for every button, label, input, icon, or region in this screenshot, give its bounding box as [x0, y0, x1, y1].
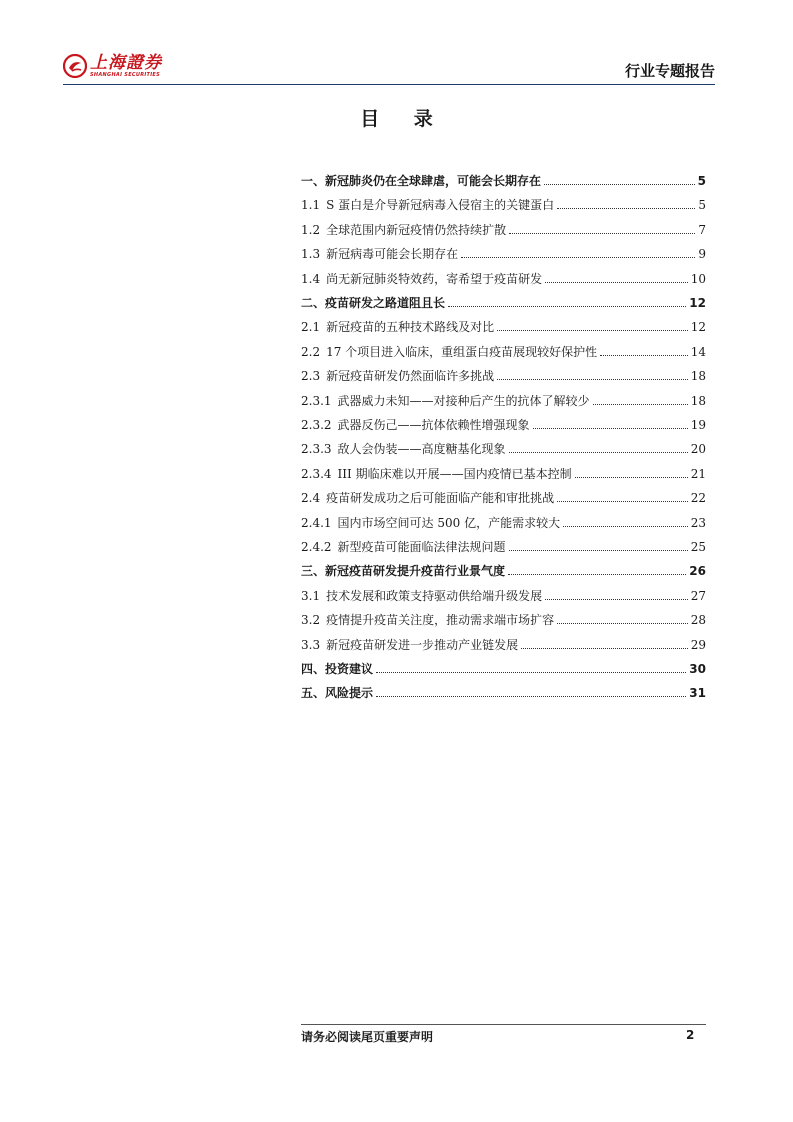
toc-entry-number: 3.3: [301, 637, 321, 652]
toc-entry-page: 18: [690, 369, 706, 384]
toc-leader-dots: [593, 404, 688, 405]
logo-emblem-icon: [63, 54, 87, 78]
toc-leader-dots: [545, 599, 688, 600]
toc-entry-page: 5: [698, 198, 706, 213]
toc-entry-title: 新冠病毒可能会长期存在: [326, 247, 459, 262]
toc-entry-number: 1.3: [301, 247, 321, 262]
toc-leader-dots: [600, 355, 688, 356]
toc-entry-page: 25: [690, 540, 706, 554]
toc-entry-title: 风险提示: [325, 686, 374, 701]
toc-entry-title: 敌人会伪装——高度糖基化现象: [337, 442, 506, 457]
company-logo: [63, 54, 162, 78]
toc-entry-number: 1.4: [301, 271, 321, 286]
toc-entry-number: 2.4: [301, 491, 321, 506]
toc-entry[interactable]: [301, 656, 706, 676]
toc-entry-number: 2.3: [301, 369, 321, 384]
toc-leader-dots: [544, 184, 695, 185]
toc-entry[interactable]: [301, 436, 706, 456]
toc-entry-page: 23: [690, 515, 706, 530]
toc-entry-number: 2.2: [301, 344, 321, 359]
toc-entry-page: 5: [697, 174, 706, 188]
toc-entry[interactable]: [301, 339, 706, 359]
toc-entry-title: 17 个项目进入临床，重组蛋白疫苗展现较好保护性: [326, 344, 598, 359]
report-type-label: 行业专题报告: [624, 62, 715, 80]
toc-leader-dots: [563, 526, 688, 527]
header-divider: [63, 84, 715, 85]
toc-entry-page: 9: [698, 247, 706, 262]
toc-entry[interactable]: [301, 168, 706, 188]
toc-leader-dots: [557, 623, 688, 624]
toc-entry[interactable]: [301, 266, 706, 286]
toc-entry-page: 26: [689, 564, 706, 579]
toc-entry-title: 疫苗研发之路道阻且长: [325, 296, 446, 310]
toc-leader-dots: [575, 477, 688, 478]
page-number: 2: [686, 1028, 695, 1042]
toc-entry[interactable]: [301, 558, 706, 578]
toc-entry-number: 1.2: [301, 222, 321, 237]
toc-entry-number: 3.2: [301, 613, 321, 628]
toc-entry-page: 20: [690, 442, 706, 457]
toc-leader-dots: [509, 233, 695, 234]
toc-entry-title: 新冠肺炎仍在全球肆虐，可能会长期存在: [325, 174, 542, 188]
toc-entry[interactable]: [301, 461, 706, 481]
toc-leader-dots: [509, 452, 688, 453]
toc-leader-dots: [448, 306, 686, 307]
disclaimer-note: 请务必阅读尾页重要声明: [301, 1030, 434, 1044]
toc-leader-dots: [545, 282, 688, 283]
toc-entry-title: 武器反伤己——抗体依赖性增强现象: [337, 418, 530, 432]
toc-heading: 目 录: [360, 108, 447, 130]
toc-entry-title: III 期临床难以开展——国内疫情已基本控制: [337, 466, 572, 481]
toc-entry[interactable]: [301, 412, 706, 432]
toc-entry-number: 二、: [301, 296, 326, 310]
toc-entry-page: 30: [689, 662, 706, 676]
footer-divider: [301, 1024, 706, 1025]
toc-entry-number: 2.3.1: [301, 393, 332, 408]
toc-leader-dots: [557, 208, 695, 209]
toc-leader-dots: [533, 428, 688, 429]
toc-entry[interactable]: [301, 314, 706, 334]
toc-entry-number: 五、: [301, 686, 326, 701]
toc-entry-title: S 蛋白是介导新冠病毒入侵宿主的关键蛋白: [326, 198, 555, 213]
toc-entry[interactable]: [301, 583, 706, 603]
toc-entry-title: 疫情提升疫苗关注度，推动需求端市场扩容: [326, 613, 555, 628]
toc-entry-page: 14: [690, 344, 706, 359]
toc-entry[interactable]: [301, 290, 706, 310]
toc-entry-title: 武器威力未知——对接种后产生的抗体了解较少: [337, 393, 590, 408]
toc-entry[interactable]: [301, 388, 706, 408]
toc-entry-page: 12: [690, 320, 706, 335]
toc-entry-title: 国内市场空间可达 500 亿，产能需求较大: [337, 515, 561, 530]
toc-entry-number: 3.1: [301, 588, 321, 603]
toc-entry-page: 18: [690, 393, 706, 408]
toc-entry-number: 1.1: [301, 198, 321, 213]
toc-entry[interactable]: [301, 632, 706, 652]
toc-entry-page: 19: [690, 418, 706, 432]
toc-leader-dots: [557, 501, 688, 502]
toc-entry-number: 2.3.2: [301, 418, 332, 432]
toc-entry[interactable]: [301, 510, 706, 530]
toc-entry-title: 尚无新冠肺炎特效药，寄希望于疫苗研发: [326, 271, 543, 286]
toc-entry-title: 新冠疫苗研发进一步推动产业链发展: [326, 637, 519, 652]
toc-entry[interactable]: [301, 217, 706, 237]
toc-leader-dots: [508, 574, 686, 575]
logo-chinese-name: 上海證券: [90, 52, 162, 73]
toc-entry-page: 29: [690, 637, 706, 652]
toc-entry-number: 2.3.3: [301, 442, 332, 457]
toc-entry-number: 2.4.1: [301, 515, 332, 530]
toc-leader-dots: [509, 550, 688, 551]
toc-entry-page: 27: [690, 588, 706, 603]
toc-entry-number: 一、: [301, 174, 326, 188]
page-header: [63, 54, 715, 88]
logo-english-name: SHANGHAI SECURITIES: [90, 71, 161, 78]
toc-leader-dots: [521, 648, 688, 649]
toc-entry-number: 2.4.2: [301, 540, 332, 554]
toc-entry[interactable]: [301, 485, 706, 505]
toc-entry-page: 22: [690, 491, 706, 506]
toc-entry-page: 12: [689, 296, 706, 310]
toc-entry-number: 2.3.4: [301, 466, 332, 481]
toc-entry-number: 四、: [301, 662, 326, 676]
toc-entry-title: 疫苗研发成功之后可能面临产能和审批挑战: [326, 491, 555, 506]
toc-entry[interactable]: [301, 192, 706, 212]
toc-entry[interactable]: [301, 363, 706, 383]
toc-entry[interactable]: [301, 680, 706, 700]
toc-entry[interactable]: [301, 607, 706, 627]
toc-entry-title: 新冠疫苗的五种技术路线及对比: [326, 320, 495, 335]
toc-entry-title: 技术发展和政策支持驱动供给端升级发展: [326, 588, 543, 603]
toc-entry-number: 三、: [301, 564, 326, 579]
toc-entry-title: 新冠疫苗研发提升疫苗行业景气度: [325, 564, 506, 579]
toc-entry-page: 31: [689, 686, 706, 701]
toc-entry-page: 7: [698, 222, 706, 237]
toc-entry-title: 新冠疫苗研发仍然面临许多挑战: [326, 369, 495, 384]
toc-entry-title: 全球范围内新冠疫情仍然持续扩散: [326, 222, 507, 237]
toc-entry[interactable]: [301, 241, 706, 261]
toc-entry[interactable]: [301, 534, 706, 554]
toc-leader-dots: [497, 330, 688, 331]
toc-entry-title: 投资建议: [325, 662, 374, 676]
toc-entry-page: 28: [690, 613, 706, 628]
toc-entry-number: 2.1: [301, 320, 321, 335]
toc-entry-page: 10: [690, 271, 706, 286]
toc-entry-page: 21: [690, 466, 706, 481]
toc-leader-dots: [376, 672, 686, 673]
toc-leader-dots: [376, 696, 686, 697]
toc-leader-dots: [497, 379, 688, 380]
toc-entry-title: 新型疫苗可能面临法律法规问题: [337, 540, 506, 554]
toc-leader-dots: [461, 257, 695, 258]
